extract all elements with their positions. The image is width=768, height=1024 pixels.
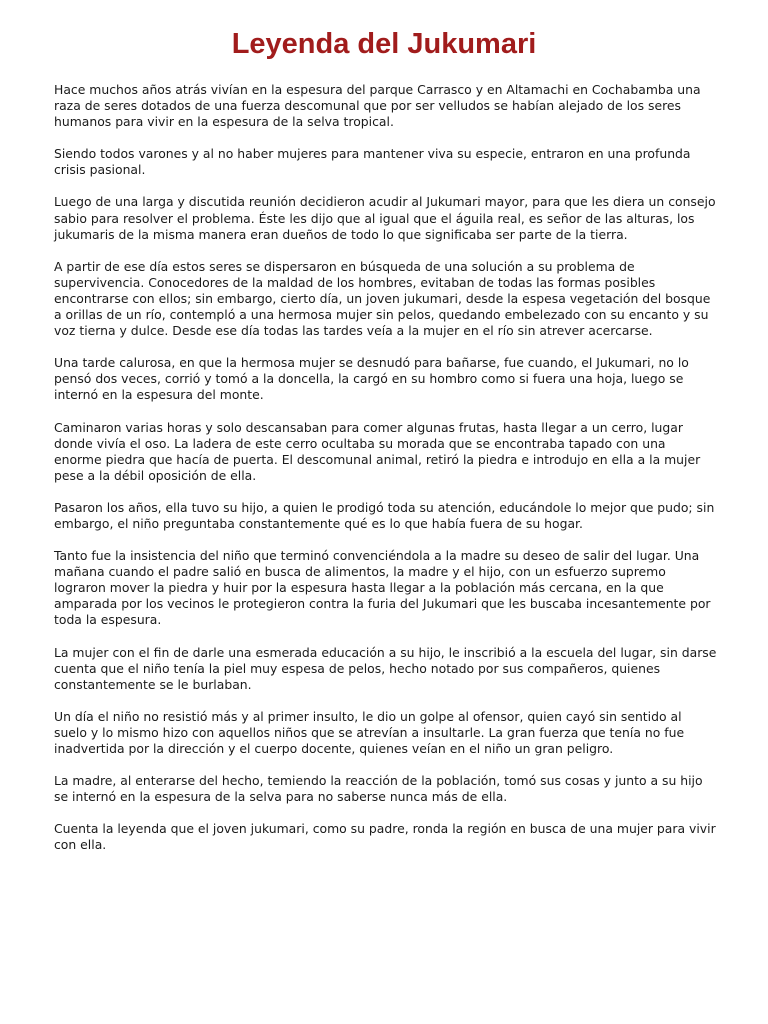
paragraph-4: A partir de ese día estos seres se dispersaron en búsqueda de una solución a su problema de supervivencia. Conocedores de la maldad de los hombres, evitaban de todas las formas posibles encontrarse con ellos; sin embargo, cierto día, un joven jukumari, desde la espesa vegetación del bosque a orillas de un río, contempló a una hermosa mujer sin pelos, quedando embelezado con su encanto y su voz tierna y dulce. Desde ese día todas las tardes veía a la mujer en el río sin atrever acercarse. bbox=[54, 258, 711, 339]
paragraph-11: La madre, al enterarse del hecho, temiendo la reacción de la población, tomó sus cosas y junto a su hijo se internó en la espesura de la selva para no saberse nunca más de ella. bbox=[54, 773, 703, 805]
paragraph-6: Caminaron varias horas y solo descansaban para comer algunas frutas, hasta llegar a un cerro, lugar donde vivía el oso. La ladera de este cerro ocultaba su morada que se encontraba tapado con una enorme piedra que hacía de puerta. El descomunal animal, retiró la piedra e introdujo en ella a la mujer pese a la débil oposición de ella. bbox=[54, 419, 701, 483]
paragraph-12: Cuenta la leyenda que el joven jukumari, como su padre, ronda la región en busca de una mujer para vivir con ella. bbox=[54, 821, 716, 853]
paragraph-2: Siendo todos varones y al no haber mujeres para mantener viva su especie, entraron en una profunda crisis pasional. bbox=[54, 146, 691, 178]
paragraph-1: Hace muchos años atrás vivían en la espesura del parque Carrasco y en Altamachi en Cochabamba una raza de seres dotados de una fuerza descomunal que por ser velludos se habían alejado de los seres humanos para vivir en la espesura de la selva tropical. bbox=[54, 82, 701, 130]
paragraph-7: Pasaron los años, ella tuvo su hijo, a quien le prodigó toda su atención, educándole lo mejor que pudo; sin embargo, el niño preguntaba constantemente qué es lo que había fuera de su hogar. bbox=[54, 499, 715, 531]
paragraph-8: Tanto fue la insistencia del niño que terminó convenciéndola a la madre su deseo de salir del lugar. Una mañana cuando el padre salió en busca de alimentos, la madre y el hijo, con un esfuerzo supremo lograron mover la piedra y huir por la espesura hasta llegar a la población más cercana, en la que amparada por los vecinos le protegieron contra la furia del Jukumari que les buscaba incesantemente por toda la espesura. bbox=[54, 548, 711, 628]
paragraph-5: Una tarde calurosa, en que la hermosa mujer se desnudó para bañarse, fue cuando, el Jukumari, no lo pensó dos veces, corrió y tomó a la doncella, la cargó en su hombro como si fuera una hoja, luego se internó en la espesura del monte. bbox=[54, 355, 689, 403]
paragraph-10: Un día el niño no resistió más y al primer insulto, le dio un golpe al ofensor, quien cayó sin sentido al suelo y lo mismo hizo con aquellos niños que se atrevían a insultarle. La gran fuerza que tenía no fue inadvertida por la dirección y el cuerpo docente, quienes veían en el niño un gran peligro. bbox=[54, 708, 685, 756]
paragraph-3: Luego de una larga y discutida reunión decidieron acudir al Jukumari mayor, para que les diera un consejo sabio para resolver el problema. Éste les dijo que al igual que el águila real, es señor de las alturas, los jukumaris de la misma manera eran dueños de todo lo que significaba ser parte de la tierra. bbox=[54, 194, 716, 242]
paragraph-9: La mujer con el fin de darle una esmerada educación a su hijo, le inscribió a la escuela del lugar, sin darse cuenta que el niño tenía la piel muy espesa de pelos, hecho notado por sus compañeros, quienes constantemente se le burlaban. bbox=[54, 644, 717, 692]
document-title: Leyenda del Jukumari bbox=[231, 28, 537, 60]
document-body bbox=[54, 82, 717, 869]
